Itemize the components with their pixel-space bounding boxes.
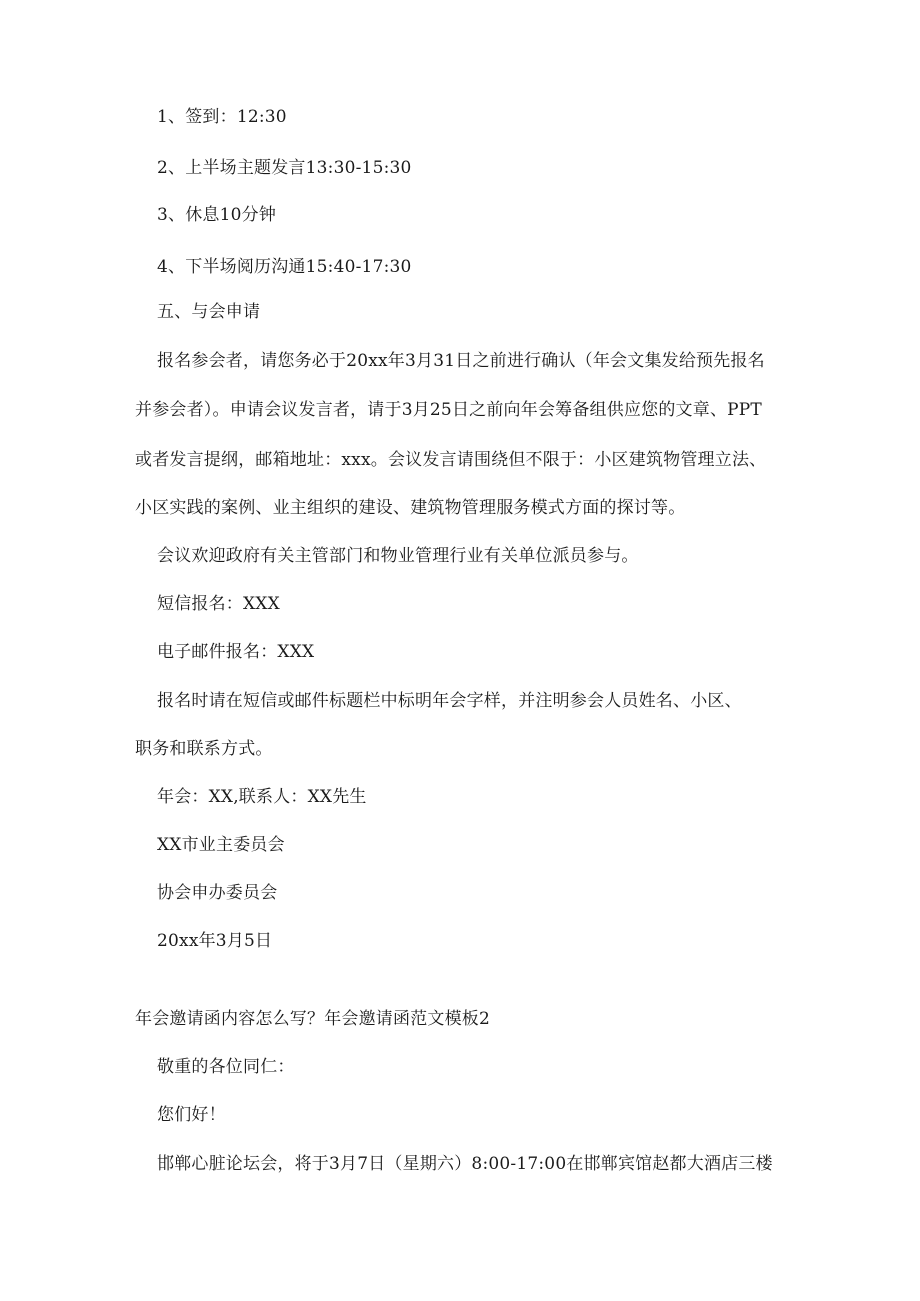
paragraph-line: 邯郸心脏论坛会，将于3月7日（星期六）8:00-17:00在邯郸宾馆赵都大酒店三楼 [157, 1154, 773, 1174]
schedule-item-1: 1、签到：12:30 [157, 107, 287, 127]
contact-line: 年会：XX,联系人：XX先生 [157, 787, 367, 807]
organizer-1: XX市业主委员会 [157, 835, 285, 855]
paragraph-line: 职务和联系方式。 [135, 739, 273, 759]
organizer-2: 协会申办委员会 [157, 883, 278, 903]
greeting: 敬重的各位同仁： [157, 1057, 295, 1077]
paragraph-line: 会议欢迎政府有关主管部门和物业管理行业有关单位派员参与。 [157, 546, 639, 566]
paragraph-line: 报名时请在短信或邮件标题栏中标明年会字样，并注明参会人员姓名、小区、 [157, 691, 742, 711]
email-signup: 电子邮件报名：XXX [157, 642, 315, 662]
sms-signup: 短信报名：XXX [157, 594, 280, 614]
schedule-item-2: 2、上半场主题发言13:30-15:30 [157, 158, 412, 178]
paragraph-line: 小区实践的案例、业主组织的建设、建筑物管理服务模式方面的探讨等。 [135, 498, 686, 518]
template-title: 年会邀请函内容怎么写？年会邀请函范文模板2 [135, 1009, 491, 1029]
schedule-item-3: 3、休息10分钟 [157, 205, 277, 225]
issue-date: 20xx年3月5日 [157, 931, 273, 951]
hello-line: 您们好！ [157, 1105, 226, 1125]
section-heading: 五、与会申请 [157, 302, 261, 322]
paragraph-line: 并参会者）。申请会议发言者，请于3月25日之前向年会筹备组供应您的文章、PPT [135, 400, 762, 420]
paragraph-line: 报名参会者，请您务必于20xx年3月31日之前进行确认（年会文集发给预先报名 [157, 351, 765, 371]
schedule-item-4: 4、下半场阅历沟通15:40-17:30 [157, 257, 412, 277]
paragraph-line: 或者发言提纲，邮箱地址：xxx。会议发言请围绕但不限于：小区建筑物管理立法、 [135, 450, 767, 470]
